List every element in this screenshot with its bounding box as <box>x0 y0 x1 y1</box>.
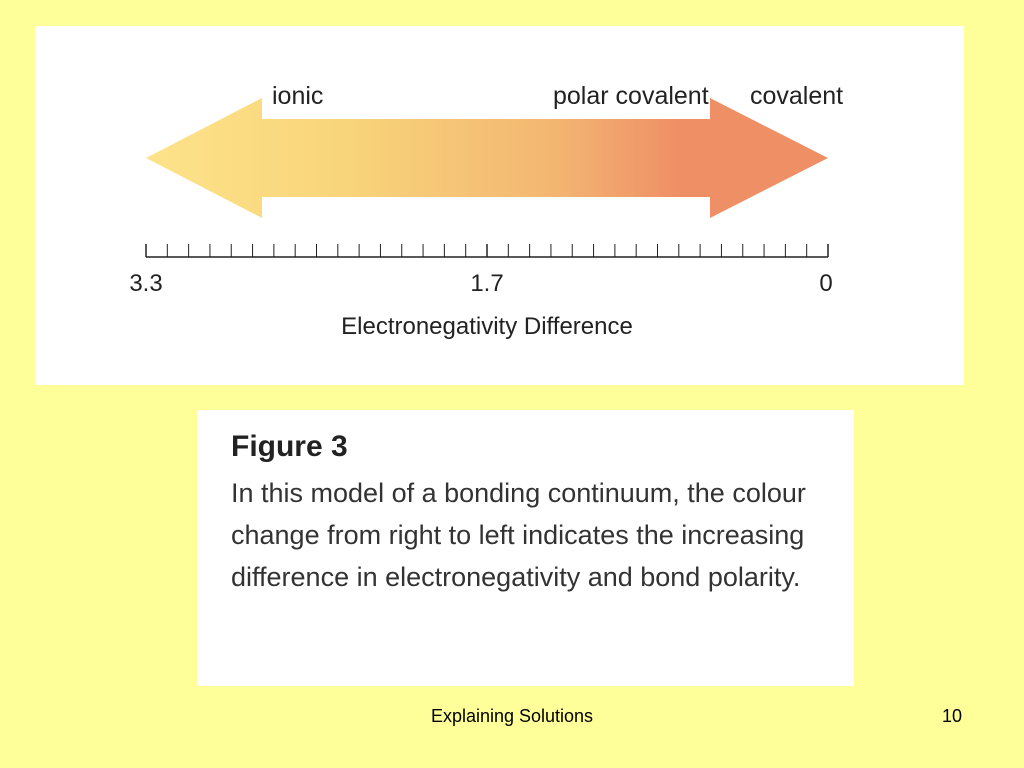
footer-title: Explaining Solutions <box>430 706 594 726</box>
tick-label-3-3: 3.3 <box>129 270 163 297</box>
figure-panel <box>35 26 964 385</box>
axis-title: Electronegativity Difference <box>341 313 633 340</box>
caption-title: Figure 3 <box>231 430 348 463</box>
slide-number: 10 <box>941 706 962 726</box>
tick-label-0: 0 <box>819 270 833 297</box>
label-ionic: ionic <box>272 82 324 110</box>
label-polar-covalent: polar covalent <box>553 82 709 110</box>
double-arrow <box>146 98 828 218</box>
label-covalent: covalent <box>750 82 844 110</box>
bonding-continuum-diagram <box>35 26 964 385</box>
caption-text: In this model of a bonding continuum, the colour change from right to left indicates the increasing difference in electronegativity and bond polarity. <box>231 478 806 592</box>
tick-label-1-7: 1.7 <box>470 270 504 297</box>
caption-box <box>197 410 854 686</box>
axis-tick-marks <box>146 244 828 257</box>
